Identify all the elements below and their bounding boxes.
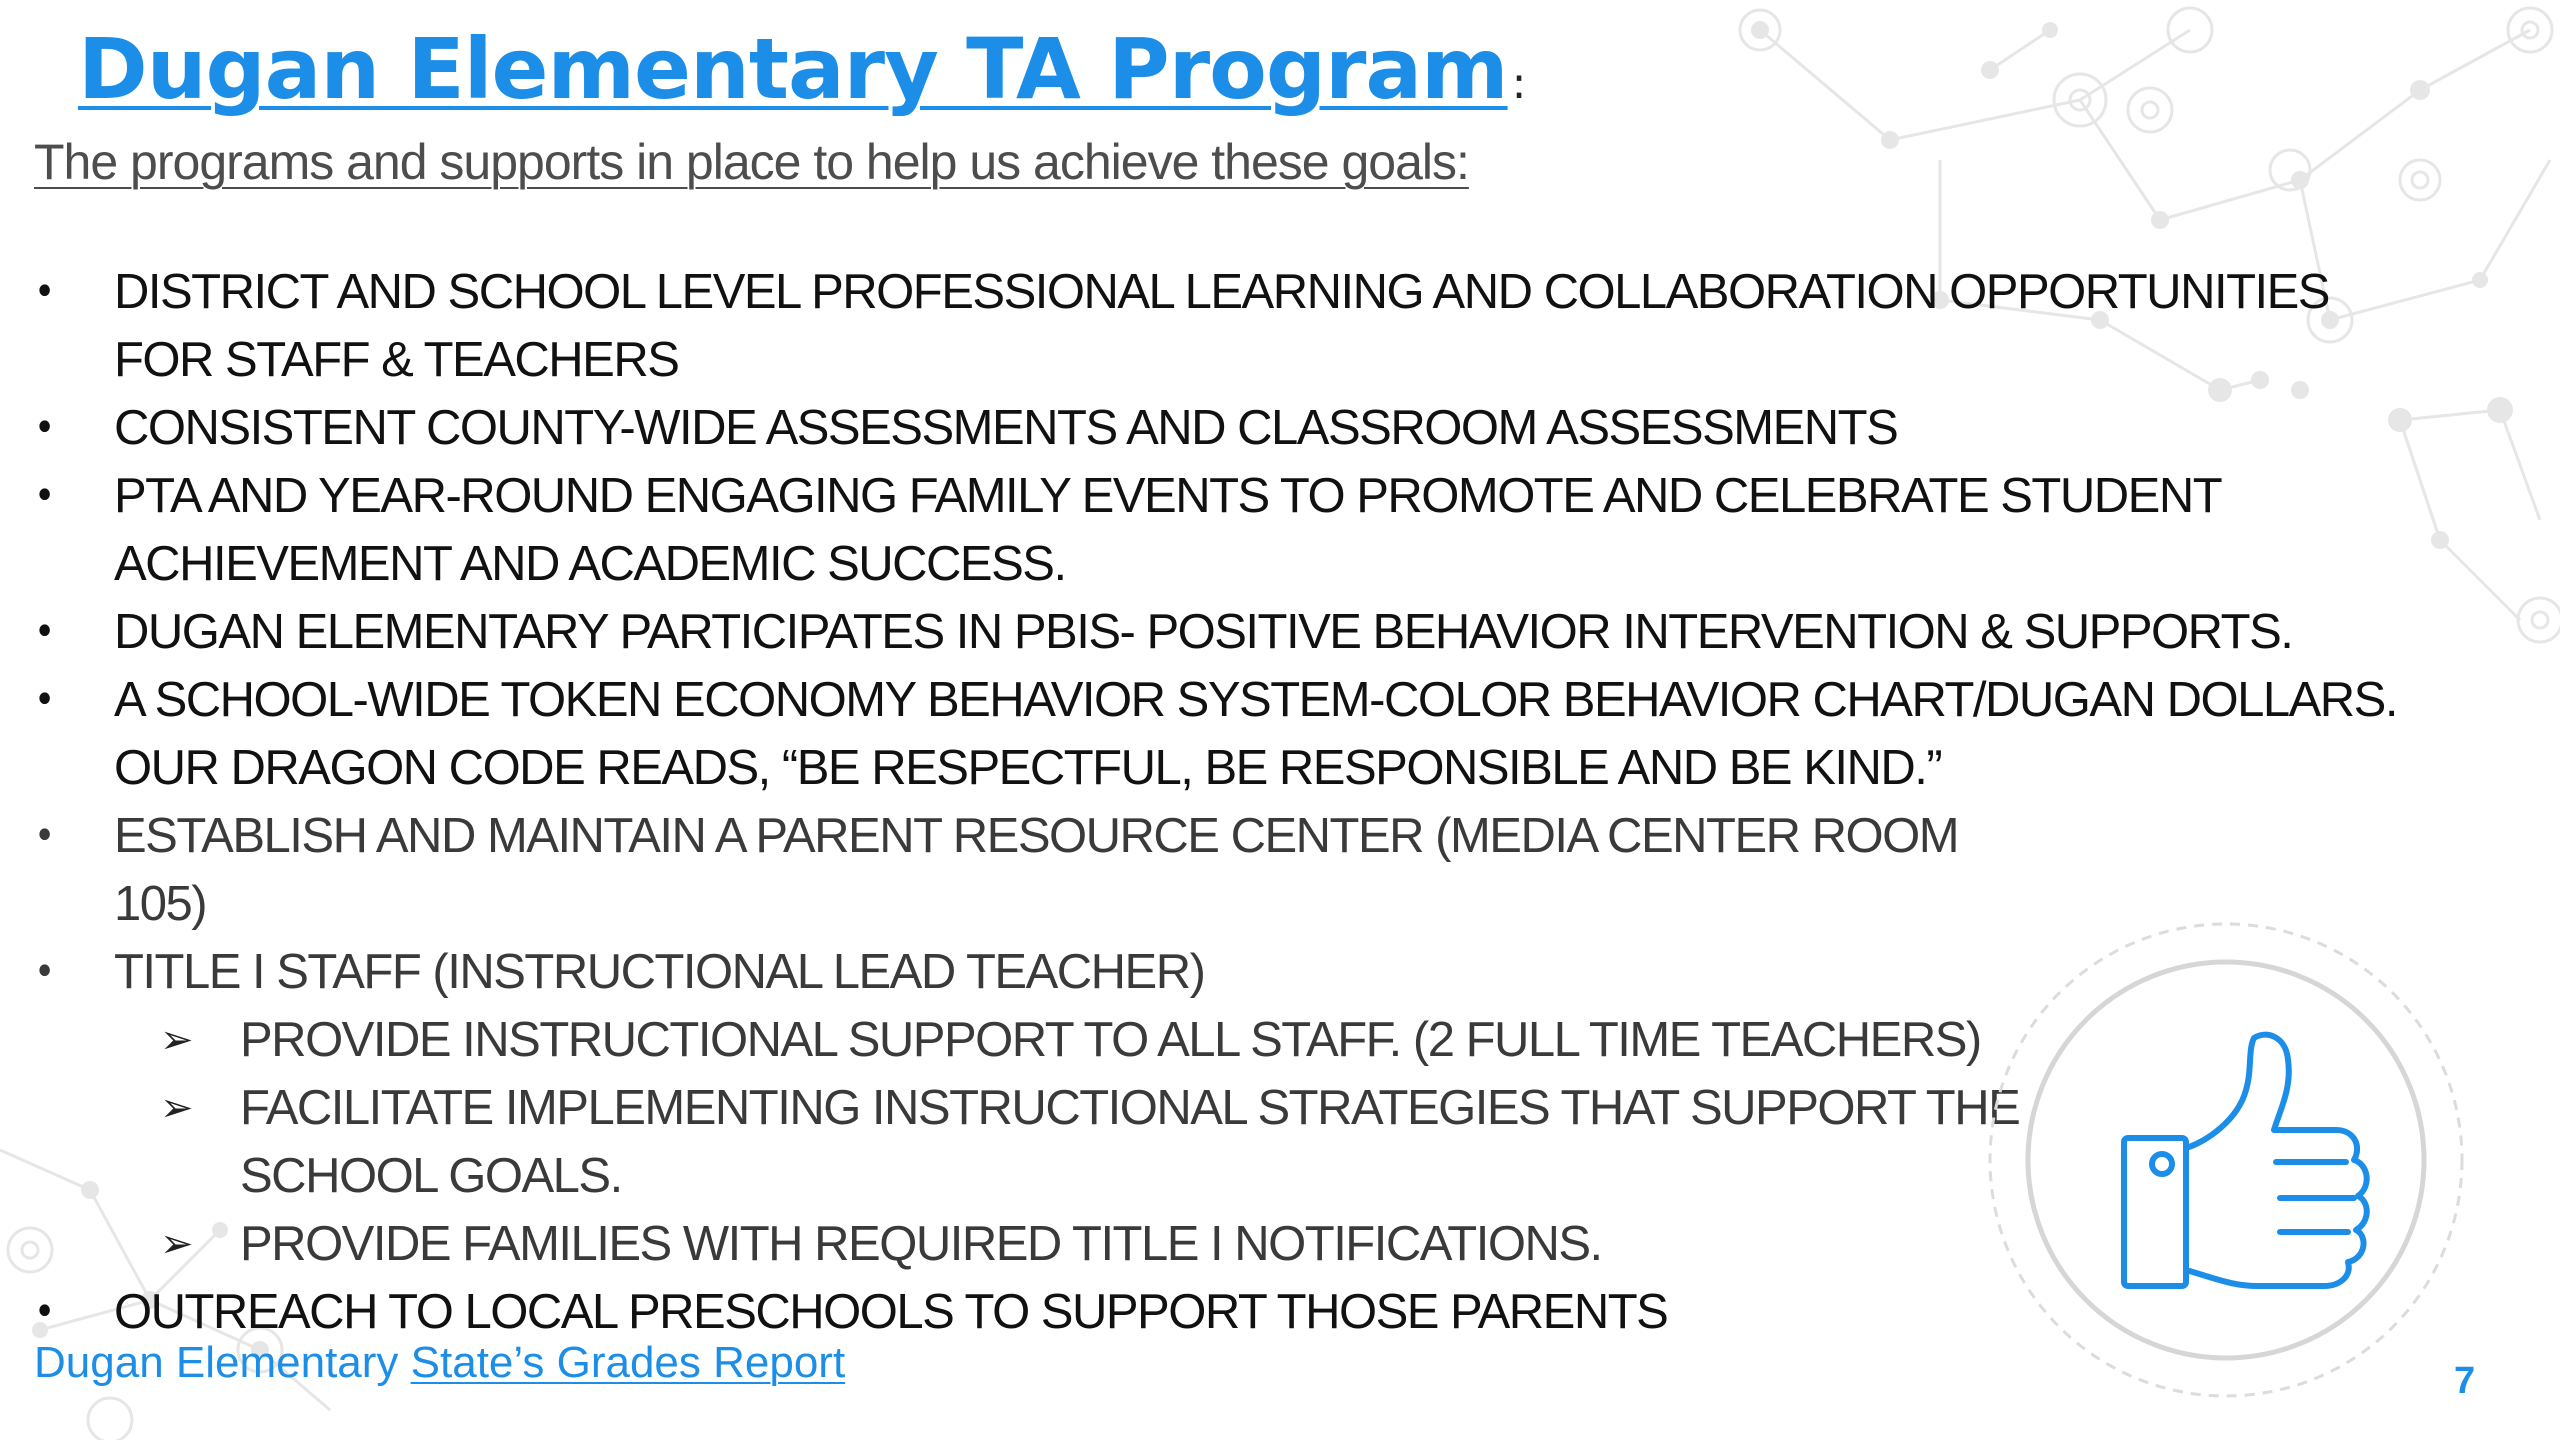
list-item-text: PTA AND YEAR-ROUND ENGAGING FAMILY EVENTS TO PROMOTE AND CELEBRATE STUDENT ACHIEVEMENT AND ACADEMIC SUCCESS. — [114, 469, 2221, 591]
bullet-marker: • — [34, 813, 56, 859]
list-item-text: ESTABLISH AND MAINTAIN A PARENT RESOURCE CENTER (MEDIA CENTER ROOM 105) — [114, 809, 1959, 931]
thumbs-up-icon — [1976, 910, 2476, 1410]
list-item — [30, 598, 2410, 666]
list-item — [30, 258, 2410, 394]
subtitle: The programs and supports in place to help us achieve these goals: — [34, 134, 1469, 190]
bullet-marker: • — [34, 949, 56, 995]
arrow-bullet-icon: ➢ — [160, 1221, 194, 1267]
footer-school-name: Dugan Elementary — [34, 1338, 411, 1387]
page-number: 7 — [2454, 1360, 2476, 1402]
list-item-text: OUTREACH TO LOCAL PRESCHOOLS TO SUPPORT THOSE PARENTS — [114, 1285, 1668, 1339]
list-item-text: A SCHOOL-WIDE TOKEN ECONOMY BEHAVIOR SYSTEM-COLOR BEHAVIOR CHART/DUGAN DOLLARS. OUR DRAGON CODE READS, “BE RESPECTFUL, BE RESPONSIBLE AND BE KIND.” — [114, 673, 2397, 795]
sub-list-item-text: PROVIDE FAMILIES WITH REQUIRED TITLE I NOTIFICATIONS. — [240, 1217, 1602, 1271]
bullet-marker: • — [34, 473, 56, 519]
list-item-text: DISTRICT AND SCHOOL LEVEL PROFESSIONAL LEARNING AND COLLABORATION OPPORTUNITIES FOR STAFF & TEACHERS — [114, 265, 2329, 387]
sub-list-item-text: FACILITATE IMPLEMENTING INSTRUCTIONAL STRATEGIES THAT SUPPORT THE SCHOOL GOALS. — [240, 1081, 2020, 1203]
footer — [34, 1338, 845, 1388]
list-item-text: DUGAN ELEMENTARY PARTICIPATES IN PBIS- POSITIVE BEHAVIOR INTERVENTION & SUPPORTS. — [114, 605, 2293, 659]
title-colon: : — [1511, 58, 1527, 109]
state-grades-report-link[interactable]: State’s Grades Report — [410, 1338, 846, 1387]
list-item-text: CONSISTENT COUNTY-WIDE ASSESSMENTS AND CLASSROOM ASSESSMENTS — [114, 401, 1898, 455]
bullet-marker: • — [34, 609, 56, 655]
bullet-marker: • — [34, 677, 56, 723]
list-item — [30, 666, 2410, 802]
arrow-bullet-icon: ➢ — [160, 1085, 194, 1131]
list-item-text: TITLE I STAFF (INSTRUCTIONAL LEAD TEACHER) — [114, 945, 1205, 999]
bullet-marker: • — [34, 269, 56, 315]
title-row — [78, 20, 1526, 118]
page-title: Dugan Elementary TA Program — [78, 20, 1508, 118]
arrow-bullet-icon: ➢ — [160, 1017, 194, 1063]
sub-list-item-text: PROVIDE INSTRUCTIONAL SUPPORT TO ALL STAFF. (2 FULL TIME TEACHERS) — [240, 1013, 1981, 1067]
list-item — [30, 462, 2410, 598]
list-item — [30, 394, 2410, 462]
bullet-marker: • — [34, 1289, 56, 1335]
bullet-marker: • — [34, 405, 56, 451]
